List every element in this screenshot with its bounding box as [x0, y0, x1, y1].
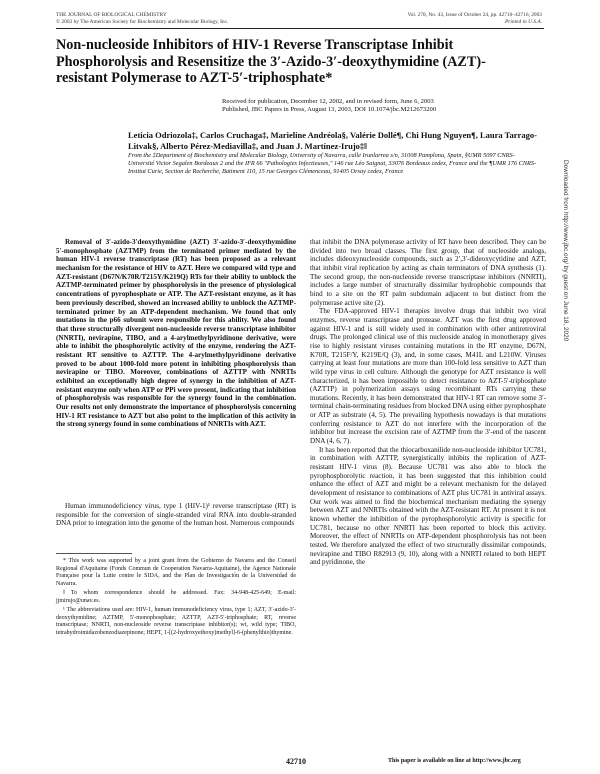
- footnote-funding: * This work was supported by a joint grant from the Gobierno de Navarra and the Conseil Regional d'Aquitaine (Fonds Commun de Cooperation Navarra-Aquitaine), the Agence Nationale Française pour la Lutte contre le SIDA, and the Plan de Investigación de la Universidad de Navarra.: [56, 558, 296, 587]
- volume-info: Vol. 278, No. 43, Issue of October 24, pp. 42710–42716, 2003: [407, 12, 542, 18]
- article-title: Non-nucleoside Inhibitors of HIV-1 Reverse Transcriptase Inhibit Phosphorolysis and Resensitize the 3′-Azido-3′-deoxythymidine (AZT)-resistant Polymerase to AZT-5′-triphosphate*: [56, 37, 486, 87]
- footer-availability: This paper is available on line at http://www.jbc.org: [388, 758, 521, 764]
- footnotes: [56, 558, 296, 639]
- header-rule: [56, 28, 544, 29]
- footnote-abbreviations: ¹ The abbreviations used are: HIV-1, human immunodeficiency virus, type 1; AZT, 3′-azido-3′-deoxythymidine; AZTMP, 5′-monophosphate; AZTTP, AZT-5′-triphosphate; RT, reverse transcriptase; NNRTI, non-nucleoside reverse transcriptase inhibitor(s); wt, wild type; TIBO, tetrahydroimidazobenzodiazepinone; HEPT, 1-[(2-hydroxyethoxy)methyl]-6-(phenylthio)thymine.: [56, 607, 296, 636]
- published-line: Published, JBC Papers in Press, August 13, 2003, DOI 10.1074/jbc.M212673200: [222, 106, 437, 114]
- right-column: [310, 238, 546, 567]
- received-dates: [222, 98, 542, 115]
- printed-in: Printed in U.S.A.: [505, 19, 542, 25]
- affiliations: From the ‡Department of Biochemistry and Molecular Biology, University of Navarra, calle Irunlarrea s/n, 31008 Pamplona, Spain, §UMR 5097 CNRS-Université Victor Segalen Bordeaux 2 and the IFR 66 "Pathologies Infectieuses," 146 rue Léo Saignat, 33076 Bordeaux cedex, France and the ¶UMR 176 CNRS-Institut Curie, Section de Recherche, Batiment 110, 15 rue Georges Clémenceau, 91405 Orsay cedex, France: [128, 152, 537, 176]
- received-line: Received for publication, December 12, 2002, and in revised form, June 6, 2003: [222, 98, 434, 105]
- volume-header: [407, 12, 542, 26]
- footnote-correspondence: ‖ To whom correspondence should be addressed. Fax: 34-948-425-649; E-mail: jjmirujo@unav.es.: [56, 590, 296, 604]
- journal-header: [56, 12, 228, 26]
- page-number: 42710: [286, 757, 306, 766]
- download-watermark: Downloaded from http://www.jbc.org/ by guest on June 18, 2020: [562, 160, 569, 342]
- copyright-line: © 2003 by The American Society for Biochemistry and Molecular Biology, Inc.: [56, 19, 229, 25]
- intro-paragraph: Human immunodeficiency virus, type 1 (HIV-1)¹ reverse transcriptase (RT) is responsible for the conversion of single-stranded viral RNA into double-stranded DNA prior to integration into the genome of the human host. Numerous compounds: [56, 502, 296, 528]
- body-paragraph: It has been reported that the thiocarboxanilide non-nucleoside inhibitor UC781, in combination with AZTTP, synergistically inhibits the replication of AZT-resistant HIV-1 virus (8). Because UC781 was also able to block the pyrophosphorolytic reaction, it has been suggested that this inhibition could enhance the effect of AZT and might be a relevant mechanism for the delayed development of resistance to combinations of AZT plus UC781 in antiviral assays. Our work was aimed to find the biochemical mechanism mediating the synergy between AZT and NNRTIs obtained with the AZT-resistant RT. At present it is not known whether the inhibition of the pyrophosphorolytic activity is specific for UC781, because no other NNRTI has been reported to block this activity. Moreover, the effect of NNRTIs on ATP-dependent phosphorolysis has not been tested. We therefore analyzed the effect of two structurally dissimilar compounds, nevirapine and TIBO R82913 (9, 10), along with a NNRTI related to both HEPT and pyridinone, the: [310, 445, 546, 567]
- footnote-rule: [56, 553, 132, 554]
- body-paragraph: The FDA-approved HIV-1 therapies involve drugs that inhibit two viral enzymes, reverse transcriptase and protease. AZT was the first drug approved against HIV-1 and is still widely used in combination with other antiretroviral drugs. The prolonged clinical use of this nucleoside analog in monotherapy gives rise to highly resistant viruses containing mutations in the RT enzyme, D67N, K70R, T215F/Y, K219E/Q (3), and, in some cases, M41L and L210W. Viruses carrying at least four mutations are more than 100-fold less sensitive to AZT than wild type virus in cell culture. Although the genotype for AZT resistance is well characterized, it has been impossible to detect resistance to AZT-5′-triphosphate (AZTTP) in polymerization assays using recombinant RTs carrying these mutations. Recently, it has been demonstrated that HIV-1 RT can remove some 3′-terminal chain-terminating residues from blocked DNA using either pyrophosphate or ATP as substrate (4, 5). The prevailing hypothesis nowadays is that mutations conferring resistance to AZT do not interfere with the incorporation of the inhibitor but increase the excision rate of AZTMP from the 3′-end of the nascent DNA (4, 6, 7).: [310, 307, 547, 446]
- body-paragraph: that inhibit the DNA polymerase activity of RT have been described. They can be divided into two broad classes. The first group, that of nucleoside analogs, includes dideoxynucleoside compounds, such as 2′,3′-dideoxycytidine and AZT, that inhibit viral replication by acting as chain terminators of DNA synthesis (1). The second group, the non-nucleoside reverse transcriptase inhibitors (NNRTI), includes a large number of structurally dissimilar hydrophobic compounds that bind to a site on the RT palm subdomain adjacent to but distinct from the polymerase active site (2).: [310, 238, 546, 307]
- journal-name: THE JOURNAL OF BIOLOGICAL CHEMISTRY: [56, 12, 167, 18]
- abstract: Removal of 3′-azido-3′deoxythymidine (AZT) 3′-azido-3′-deoxythymidine 5′-monophosphate (AZTMP) from the terminated primer mediated by the human HIV-1 reverse transcriptase (RT) has been proposed as a relevant mechanism for the resistance of HIV to AZT. Here we compared wild type and AZT-resistant (D67N/K70R/T215Y/K219Q) RTs for their ability to unblock the AZTMP-terminated primer by phosphorolysis in the presence of physiological concentrations of pyrophosphate or ATP. The AZT-resistant enzyme, as it has been previously described, showed an increased ability to unblock the AZTMP-terminated primer by an ATP-dependent mechanism. We found that only mutations in the p66 subunit were responsible for this ability. We also found that three structurally divergent non-nucleoside reverse transcriptase inhibitor (NNRTI), nevirapine, TIBO, and a 4-arylmethylpyridinone derivative, were able to inhibit the phosphorolytic activity of the enzyme, rendering the AZT-resistant RT sensitive to AZTTP. The 4-arylmethylpyridinone derivative proved to be about 1000-fold more potent in inhibiting phosphorolysis than nevirapine or TIBO. Moreover, combinations of AZTTP with NNRTIs exhibited an exceptionally high degree of synergy in the inhibition of AZT-resistant enzyme only when ATP or PPi were present, indicating that inhibition of phosphorolysis was responsible for the synergy found in the combination. Our results not only demonstrate the importance of phosphorolysis concerning HIV-1 RT resistance to AZT but also point to the implication of this activity in the strong synergy found in some combinations of NNRTIs with AZT.: [56, 238, 296, 429]
- author-list: Leticia Odriozola‡, Carlos Cruchaga‡, Marieline Andréola§, Valérie Dollé¶, Chi Hung Nguyen¶, Laura Tarrago-Litvak§, Alberto Pérez-Mediavilla‡, and Juan J. Martínez-Irujo‡‖: [128, 130, 537, 151]
